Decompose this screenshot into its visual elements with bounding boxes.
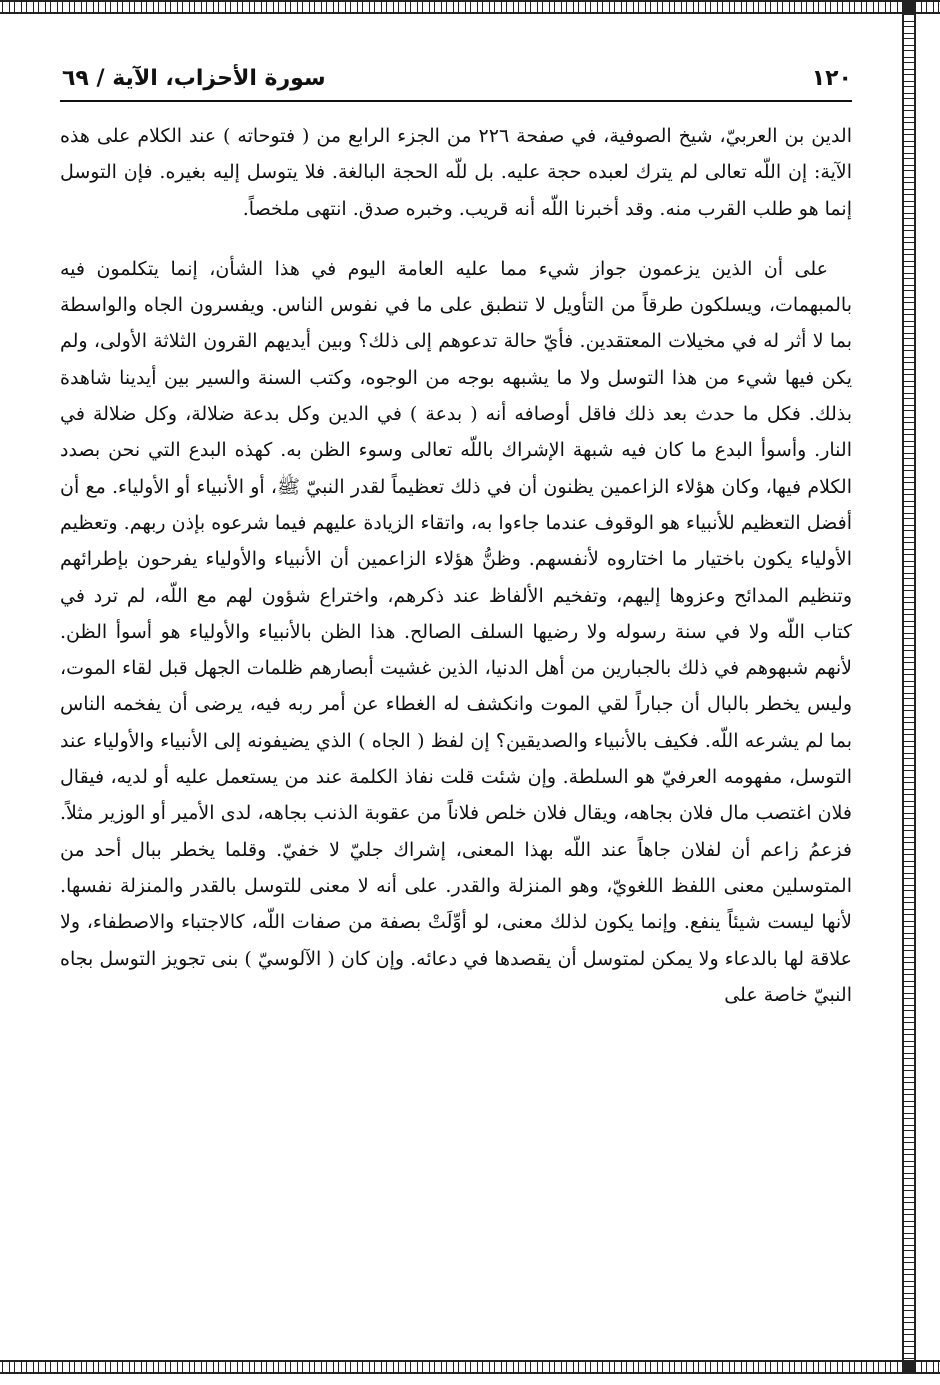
section-title: سورة الأحزاب، الآية / ٦٩ xyxy=(62,65,326,91)
page-border-top xyxy=(0,0,940,14)
border-corner-ornament xyxy=(902,1360,916,1374)
running-header xyxy=(62,58,852,98)
page-number: ١٢٠ xyxy=(811,65,852,91)
page-border-right xyxy=(902,0,916,1374)
header-rule xyxy=(60,100,852,102)
paragraph: على أن الذين يزعمون جواز شيء مما عليه العامة اليوم في هذا الشأن، إنما يتكلمون فيه بالمبهمات، ويسلكون طرقاً من التأويل لا تنطبق على ما في نفوس الناس. ويفسرون الجاه والواسطة بما لا أثر له في مخيلات المعتقدين. فأيّ حالة تدعوهم إلى ذلك؟ وبين أيديهم القرون الثلاثة الأولى، ولم يكن فيها شيء من هذا التوسل ولا ما يشبهه بوجه من الوجوه، وكتب السنة والسير بين أيدينا شاهدة بذلك. فكل ما حدث بعد ذلك فاقل أوصافه أنه ( بدعة ) في الدين وكل بدعة ضلالة، وكل ضلالة في النار. وأسوأ البدع ما كان فيه شبهة الإشراك باللّه تعالى وسوء الظن به. كهذه البدع التي نحن بصدد الكلام فيها، وكان هؤلاء الزاعمين يظنون أن في ذلك تعظيماً لقدر النبيّ ﷺ، أو الأنبياء أو الأولياء. مع أن أفضل التعظيم للأنبياء هو الوقوف عندما جاءوا به، واتقاء الزيادة عليهم فيما شرعوه بإذن ربهم. وتعظيم الأولياء يكون باختيار ما اختاروه لأنفسهم. وظنُّ هؤلاء الزاعمين أن الأنبياء والأولياء يفرحون بإطرائهم وتنظيم المدائح وعزوها إليهم، وتفخيم الألفاظ عند ذكرهم، واختراع شؤون لهم مع اللّه، لم ترد في كتاب اللّه ولا في سنة رسوله ولا رضيها السلف الصالح. هذا الظن بالأنبياء والأولياء هو أسوأ الظن. لأنهم شبهوهم في ذلك بالجبارين من أهل الدنيا، الذين غشيت أبصارهم ظلمات الجهل قبل لقاء الموت، وليس يخطر بالبال أن جباراً لقي الموت وانكشف له الغطاء عن أمر ربه فيه، يرضى أن يفخمه الناس بما لم يشرعه اللّه. فكيف بالأنبياء والصديقين؟ إن لفظ ( الجاه ) الذي يضيفونه إلى الأنبياء والأولياء عند التوسل، مفهومه العرفيّ هو السلطة. وإن شئت قلت نفاذ الكلمة عند من يستعمل عليه أو لديه، فيقال فلان اغتصب مال فلان بجاهه، ويقال فلان خلص فلاناً من عقوبة الذنب بجاهه، لدى الأمير أو الوزير مثلاً. فزعمُ زاعم أن لفلان جاهاً عند اللّه بهذا المعنى، إشراك جليّ لا خفيّ. وقلما يخطر ببال أحد من المتوسلين معنى اللفظ اللغويّ، وهو المنزلة والقدر. على أنه لا معنى للتوسل بالقدر والمنزلة نفسها. لأنها ليست شيئاً ينفع. وإنما يكون لذلك معنى، لو أوِّلَتْ بصفة من صفات اللّه، كالاجتباء والاصطفاء، ولا علاقة لها بالدعاء ولا يمكن لمتوسل أن يقصدها في دعائه. وإن كان ( الآلوسيّ ) بنى تجويز التوسل بجاه النبيّ خاصة على xyxy=(60,257,852,1006)
paragraph: الدين بن العربيّ، شيخ الصوفية، في صفحة ٢٢٦ من الجزء الرابع من ( فتوحاته ) عند الكلام على هذه الآية: إن اللّه تعالى لم يترك لعبده حجة عليه. بل للّه الحجة البالغة. فلا يتوسل إليه بغيره. فإن التوسل إنما هو طلب القرب منه. وقد أخبرنا اللّه أنه قريب. وخبره صدق. انتهى ملخصاً. xyxy=(60,125,853,220)
paragraph-gap xyxy=(60,227,852,251)
page-body xyxy=(60,118,852,1013)
page-border-bottom xyxy=(0,1360,940,1374)
border-corner-ornament xyxy=(902,0,916,14)
